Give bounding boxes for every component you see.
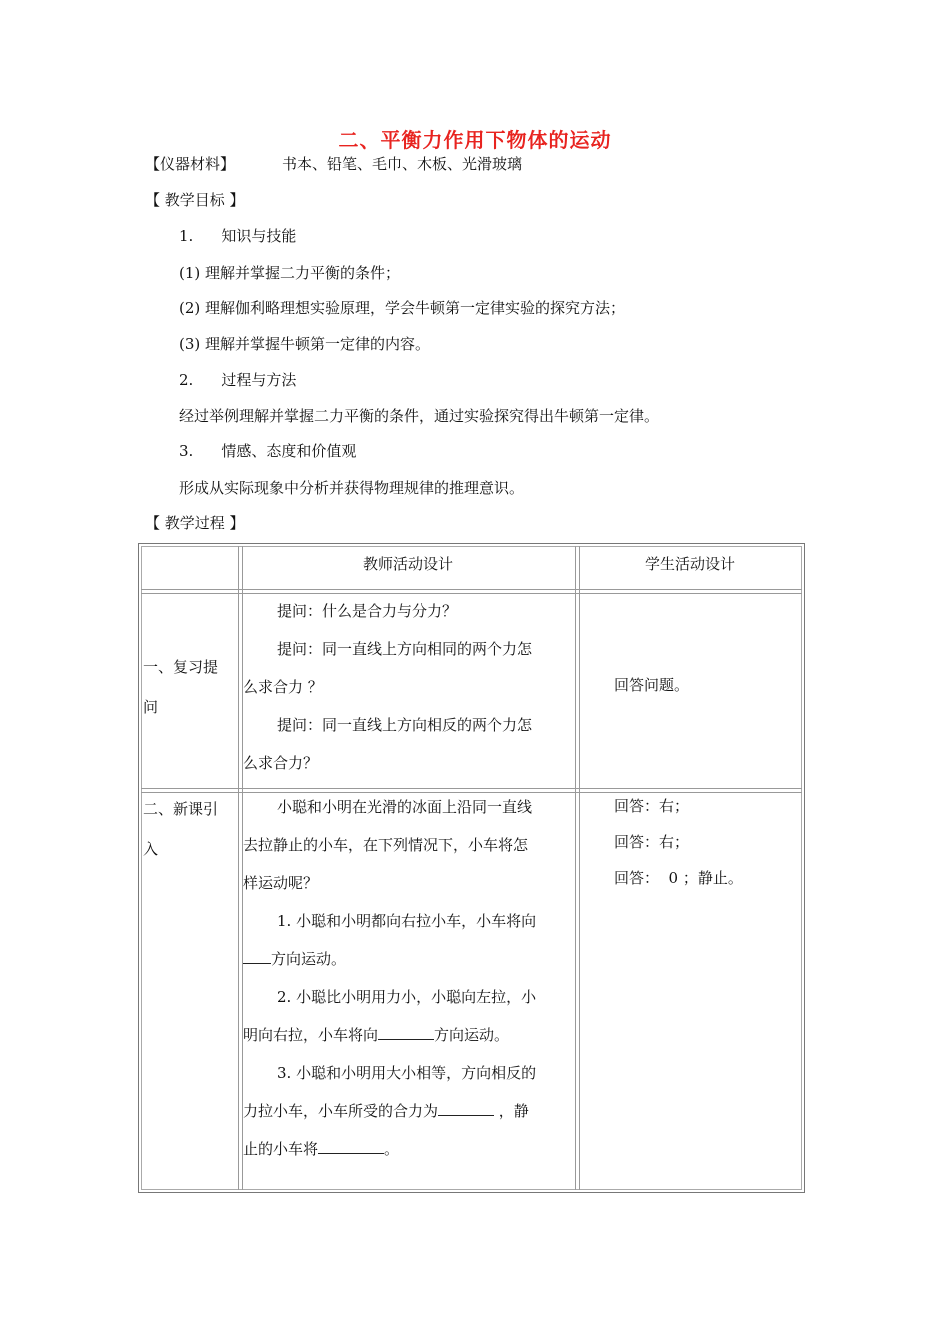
teacher-line-text: 方向运动。 [271,950,347,968]
goal-number: 1. [179,227,194,245]
stage-review [143,647,237,727]
goal-knowledge-heading [179,225,296,246]
stage-line: 入 [143,840,159,858]
teacher-line: 提问：同一直线上方向相同的两个力怎 [277,640,533,658]
goal-title: 过程与方法 [221,371,297,389]
teacher-line: 3. 小聪和小明用大小相等，方向相反的 [277,1064,537,1082]
teacher-line: 么求合力 ？ [243,678,323,696]
goals-heading: 【 教学目标 】 [145,191,245,209]
blank-underline [243,949,271,964]
teacher-line-text: 止的小车将 [243,1140,319,1158]
teacher-line: 么求合力？ [243,754,319,772]
goal-process-text: 经过举例理解并掌握二力平衡的条件，通过实验探究得出牛顿第一定律。 [179,407,660,425]
stage-new-lesson [143,789,237,869]
document-title: 二、平衡力作用下物体的运动 [338,128,612,152]
teacher-new-lesson-cell [243,788,573,1168]
student-new-lesson-cell [614,788,794,896]
stage-line: 二、新课引 [143,800,219,818]
teacher-line-text: ，静 [494,1102,529,1120]
student-answer: 回答：右； [614,797,690,815]
teacher-line: 1. 小聪和小明都向右拉小车，小车将向 [277,912,537,930]
goal-number: 2. [179,371,194,389]
student-answer: 回答： 0 ；静止。 [614,869,743,887]
teacher-line: 提问：什么是合力与分力？ [277,602,458,620]
teacher-line: 2. 小聪比小明用力小，小聪向左拉，小 [277,988,537,1006]
teacher-line: 小聪和小明在光滑的冰面上沿同一直线 [277,798,533,816]
teacher-line: 去拉静止的小车，在下列情况下，小车将怎 [243,836,529,854]
goal-process-heading [179,369,296,390]
teacher-line-text: 明向右拉，小车将向 [243,1026,379,1044]
teacher-review-cell [243,592,573,782]
goal-title: 知识与技能 [221,227,297,245]
stage-line: 一、复习提 [143,658,219,676]
header-student: 学生活动设计 [644,555,735,573]
student-review-cell: 回答问题。 [614,676,690,694]
teacher-line [243,1130,573,1168]
teacher-line [243,940,573,978]
teacher-line-text: 方向运动。 [434,1026,510,1044]
teacher-line [243,1016,573,1054]
goal-attitude-text: 形成从实际现象中分析并获得物理规律的推理意识。 [179,479,525,497]
materials-label: 【仪器材料】 [145,155,236,173]
process-table [138,543,805,1193]
stage-line: 问 [143,698,159,716]
goal-item: (2) 理解伽利略理想实验原理，学会牛顿第一定律实验的探究方法； [179,299,626,317]
header-teacher: 教师活动设计 [362,555,453,573]
teacher-line-text: 力拉小车，小车所受的合力为 [243,1102,439,1120]
column-divider [575,546,580,1190]
teacher-line [243,1092,573,1130]
goal-item: (3) 理解并掌握牛顿第一定律的内容。 [179,335,431,353]
goal-item: (1) 理解并掌握二力平衡的条件； [179,264,401,282]
materials-text: 书本、铅笔、毛巾、木板、光滑玻璃 [282,155,523,173]
teacher-line: 样运动呢？ [243,874,319,892]
blank-underline [378,1025,434,1040]
goal-number: 3. [179,442,194,460]
teacher-line: 提问：同一直线上方向相反的两个力怎 [277,716,533,734]
process-heading: 【 教学过程 】 [145,514,245,532]
blank-underline [318,1139,384,1154]
goal-title: 情感、态度和价值观 [221,442,357,460]
goal-attitude-heading [179,440,356,461]
student-answer: 回答：右； [614,833,690,851]
blank-underline [438,1101,494,1116]
teacher-line-text: 。 [384,1140,400,1158]
